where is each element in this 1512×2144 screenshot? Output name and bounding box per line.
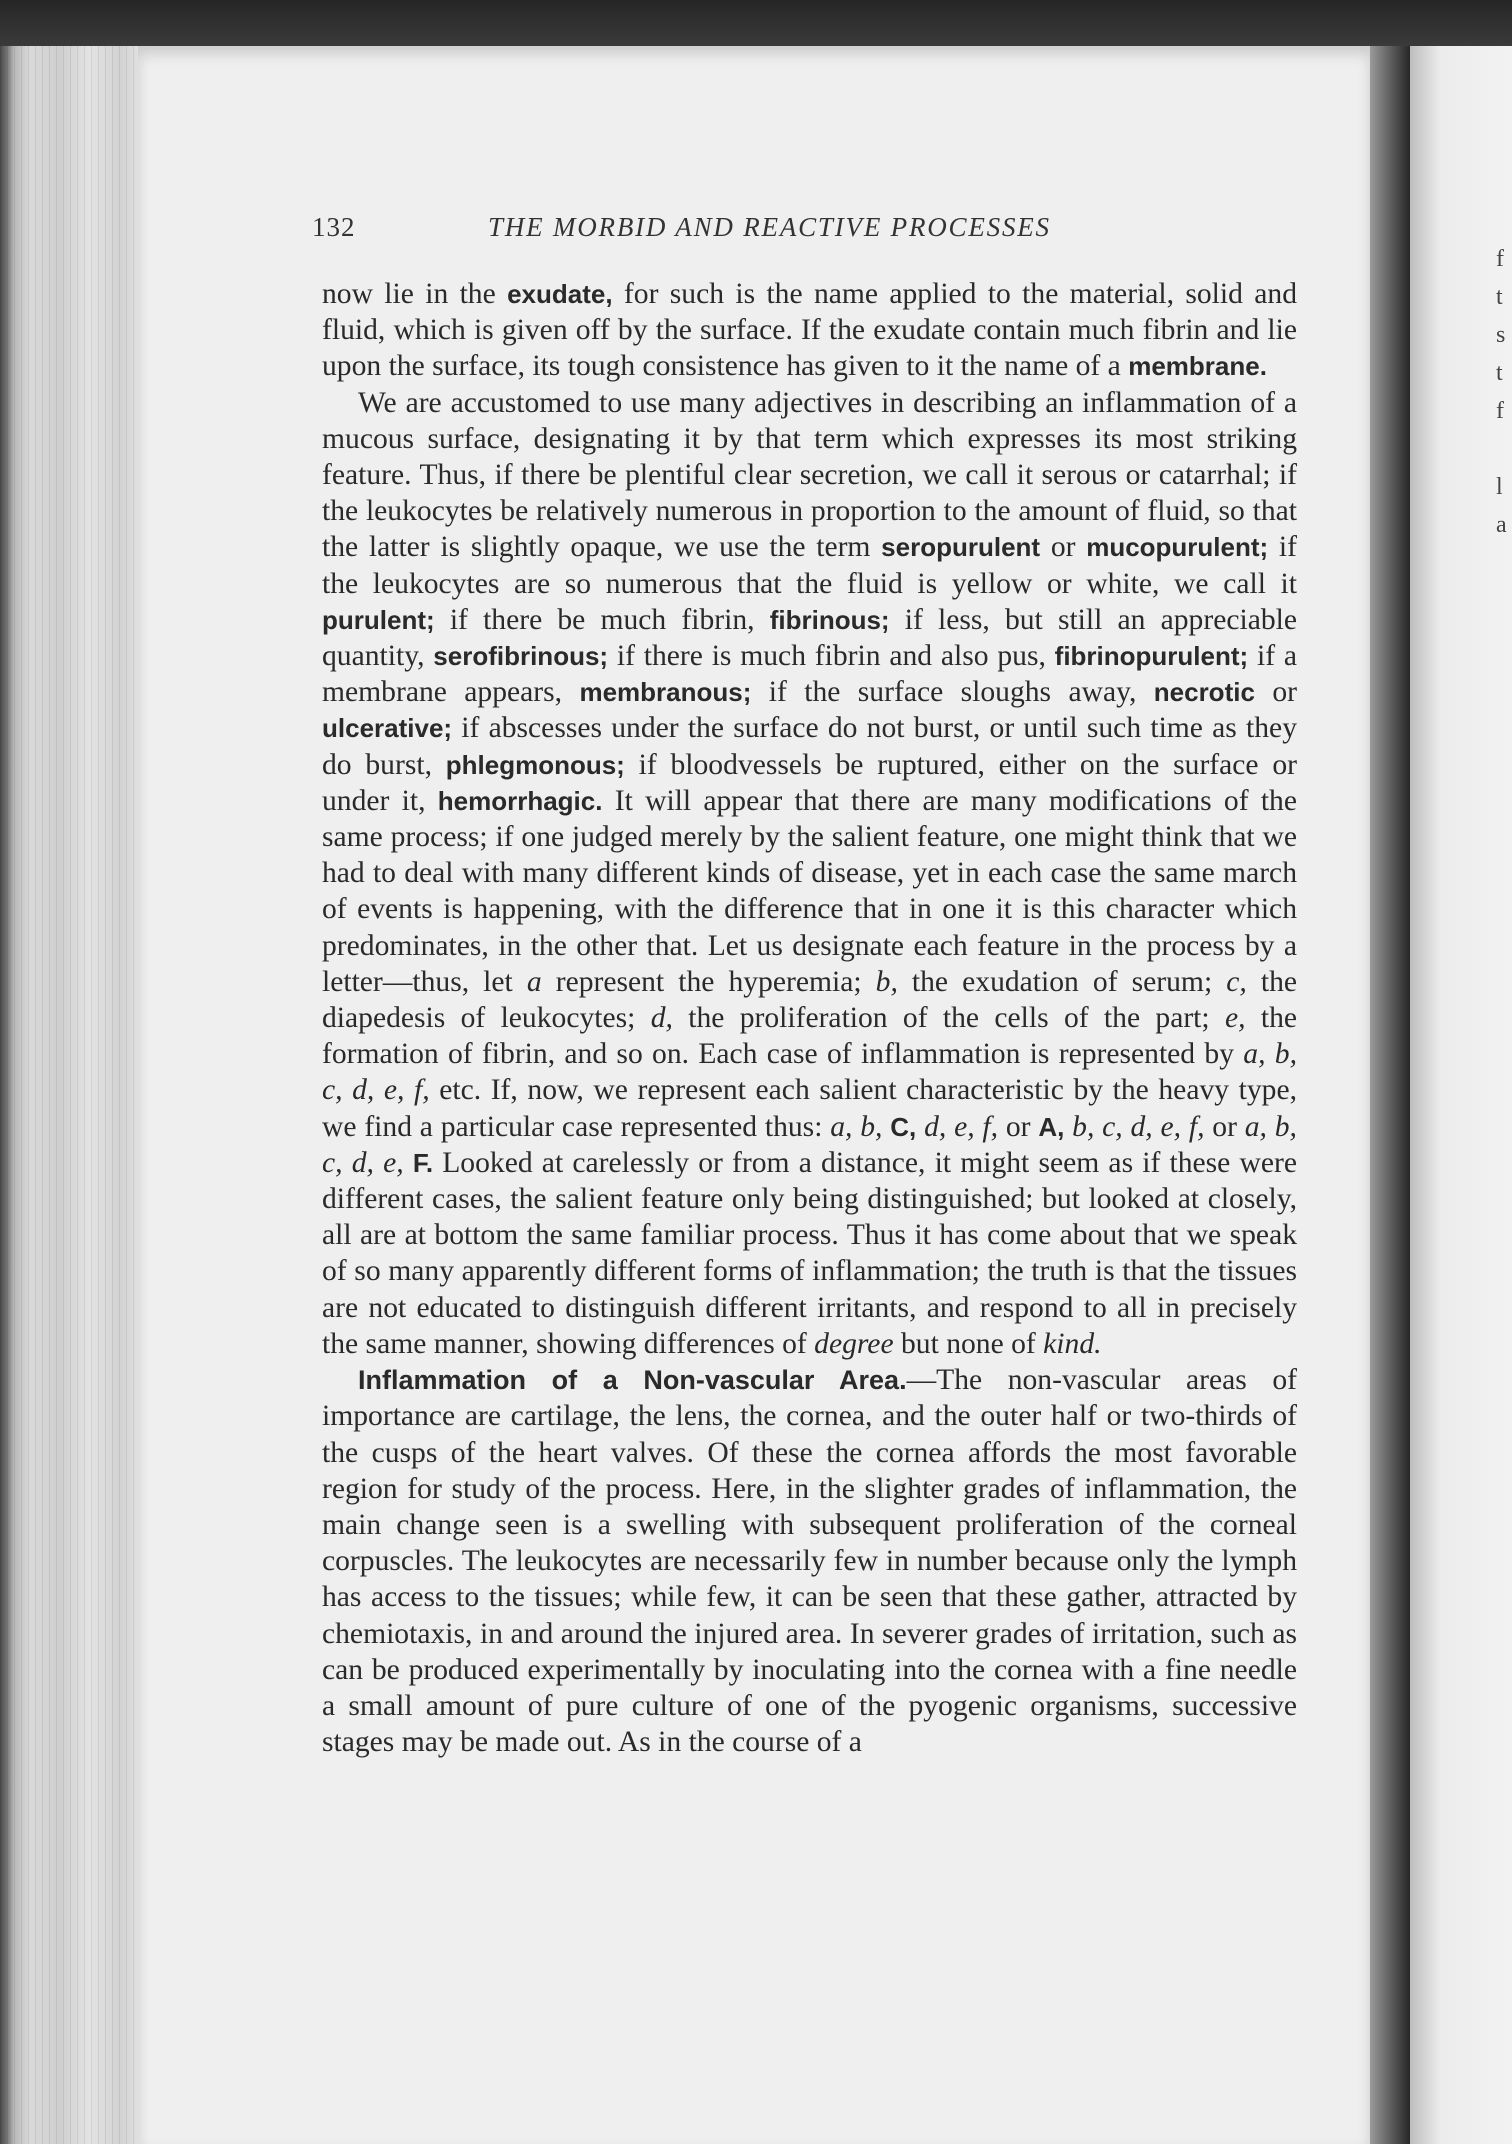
italic-term: a bbox=[526, 965, 542, 998]
facing-page-fragment: f bbox=[1496, 398, 1504, 424]
text-run: but none of bbox=[893, 1327, 1044, 1360]
italic-term: c, bbox=[1226, 965, 1247, 998]
bold-term: membrane. bbox=[1128, 351, 1267, 382]
facing-page-fragment: a bbox=[1496, 512, 1507, 538]
text-run bbox=[1064, 1111, 1072, 1143]
text-run bbox=[916, 1111, 924, 1143]
bold-term: necrotic bbox=[1153, 677, 1255, 708]
text-run: the proliferation of the cells of the part; bbox=[672, 1002, 1225, 1035]
text-run: if there be much fibrin, bbox=[434, 603, 770, 636]
bold-term: phlegmonous; bbox=[445, 749, 625, 780]
text-run: or bbox=[1040, 531, 1087, 564]
bold-term: exudate, bbox=[507, 279, 613, 309]
text-run: if bloodvessels be ruptured, either on the surface or under it, bbox=[322, 748, 1297, 817]
text-run: represent the hyperemia; bbox=[541, 965, 876, 998]
paragraph bbox=[322, 276, 1297, 385]
text-run: now lie in the bbox=[322, 278, 508, 310]
text-run: the exudation of serum; bbox=[897, 965, 1227, 998]
bold-term: purulent; bbox=[322, 604, 435, 635]
text-run: We are accustomed to use many adjectives in describing an inflammation of a mucous surface, designating it by that term which expresses its most striking feature. Thus, if there be plentiful clear secretion, we call it serous or catarrhal; if the leukocytes be relatively numerous in proportion to the amount of fluid, so that the latter is slightly opaque, we use the term bbox=[322, 386, 1297, 564]
bold-term: ulcerative; bbox=[322, 713, 453, 744]
italic-term: e, bbox=[1224, 1002, 1246, 1035]
bold-term: F. bbox=[412, 1147, 434, 1178]
italic-term: kind. bbox=[1043, 1327, 1102, 1360]
text-run: if less, but still an appreciable quantity, bbox=[322, 603, 1297, 673]
scan-top-border bbox=[0, 0, 1512, 46]
text-run: the formation of fibrin, and so on. Each case of inflammation is represented by bbox=[322, 1002, 1297, 1071]
facing-page-edge bbox=[1410, 46, 1512, 2144]
bold-term: serofibrinous; bbox=[433, 641, 609, 672]
book-page-edges bbox=[0, 46, 150, 2144]
bold-term: fibrinopurulent; bbox=[1054, 641, 1249, 672]
text-run: Looked at carelessly or from a distance, it might seem as if these were different cases, the salient feature only being distinguished; but looked at closely, all are at bottom the same familiar process. Thus it has come about that we speak of so many apparently different forms of inflammation; the truth is that the tissues are not educated to distinguish different irritants, and respond to all in precisely the same manner, showing differences of bbox=[322, 1146, 1297, 1360]
book-gutter bbox=[1370, 46, 1410, 2144]
text-run: It will appear that there are many modifications of the same process; if one judged merely by the salient feature, one might think that we had to deal with many different kinds of disease, yet in each case the same march of events is happening, with the difference that in one it is this character which predominates, in the other that. Let us designate each feature in the process by a letter—thus, let bbox=[322, 784, 1297, 998]
facing-page-fragment: s bbox=[1496, 322, 1506, 348]
text-run bbox=[404, 1147, 413, 1179]
bold-term: fibrinous; bbox=[769, 604, 890, 635]
italic-term: d, e, f, bbox=[924, 1110, 999, 1143]
facing-page-fragment: t bbox=[1496, 284, 1503, 310]
text-run: if abscesses under the surface do not burst, or until such time as they do burst, bbox=[322, 712, 1297, 781]
italic-term: a, b, c, d, e, f, bbox=[322, 1038, 1297, 1107]
facing-page-fragment: t bbox=[1496, 360, 1503, 386]
text-run: if the surface sloughs away, bbox=[751, 676, 1154, 709]
text-run: etc. If, now, we represent each salient characteristic by the heavy type, we find a particular case represented thus: bbox=[322, 1074, 1297, 1143]
italic-term: d, bbox=[650, 1002, 673, 1035]
bold-term: hemorrhagic. bbox=[437, 785, 603, 816]
italic-term: a, b, c, d, e, bbox=[322, 1110, 1297, 1179]
facing-page-fragment: f bbox=[1496, 246, 1504, 272]
text-run: for such is the name applied to the material, solid and fluid, which is given off by the surface. If the exudate contain much fibrin and lie upon the surface, its tough consistence has given to it the name of a bbox=[322, 278, 1297, 383]
text-run: the diapedesis of leukocytes; bbox=[322, 965, 1298, 1035]
paragraph bbox=[322, 385, 1297, 1362]
bold-term: mucopurulent; bbox=[1086, 532, 1269, 563]
body-text bbox=[322, 276, 1297, 1760]
paragraph bbox=[322, 1362, 1297, 1760]
running-head bbox=[312, 212, 1112, 252]
bold-term: membranous; bbox=[579, 677, 752, 708]
bold-term: A, bbox=[1038, 1111, 1065, 1142]
text-run: if a membrane appears, bbox=[322, 640, 1298, 709]
bold-term: C, bbox=[890, 1111, 917, 1142]
text-run: or bbox=[1204, 1110, 1245, 1143]
page-number: 132 bbox=[312, 212, 356, 242]
text-run: if the leukocytes are so numerous that the fluid is yellow or white, we call it bbox=[322, 531, 1298, 600]
section-heading: Inflammation of a Non-vascular Area. bbox=[358, 1365, 907, 1396]
italic-term: b, bbox=[875, 965, 898, 998]
text-run: or bbox=[998, 1110, 1039, 1143]
text-run: or bbox=[1254, 676, 1297, 709]
facing-page-fragment: l bbox=[1496, 474, 1503, 500]
text-run: —The non-vascular areas of importance are cartilage, the lens, the cornea, and the outer half or two-thirds of the cusps of the heart valves. Of these the cornea affords the most favorable region for study of the process. Here, in the slighter grades of inflammation, the main change seen is a swelling with subsequent proliferation of the corneal corpuscles. The leukocytes are necessarily few in number because only the lymph has access to the tissues; while few, it can be seen that these gather, attracted by chemiotaxis, in and around the injured area. In severer grades of irritation, such as can be produced experimentally by inoculating into the cornea with a fine needle a small amount of pure culture of one of the pyogenic organisms, successive stages may be made out. As in the course of a bbox=[322, 1364, 1297, 1759]
italic-term: degree bbox=[814, 1327, 894, 1360]
bold-term: seropurulent bbox=[881, 532, 1041, 563]
running-head-title: THE MORBID AND REACTIVE PROCESSES bbox=[488, 212, 1051, 242]
text-run: if there is much fibrin and also pus, bbox=[608, 640, 1055, 673]
italic-term: a, b, bbox=[830, 1110, 883, 1143]
italic-term: b, c, d, e, f, bbox=[1072, 1110, 1205, 1143]
